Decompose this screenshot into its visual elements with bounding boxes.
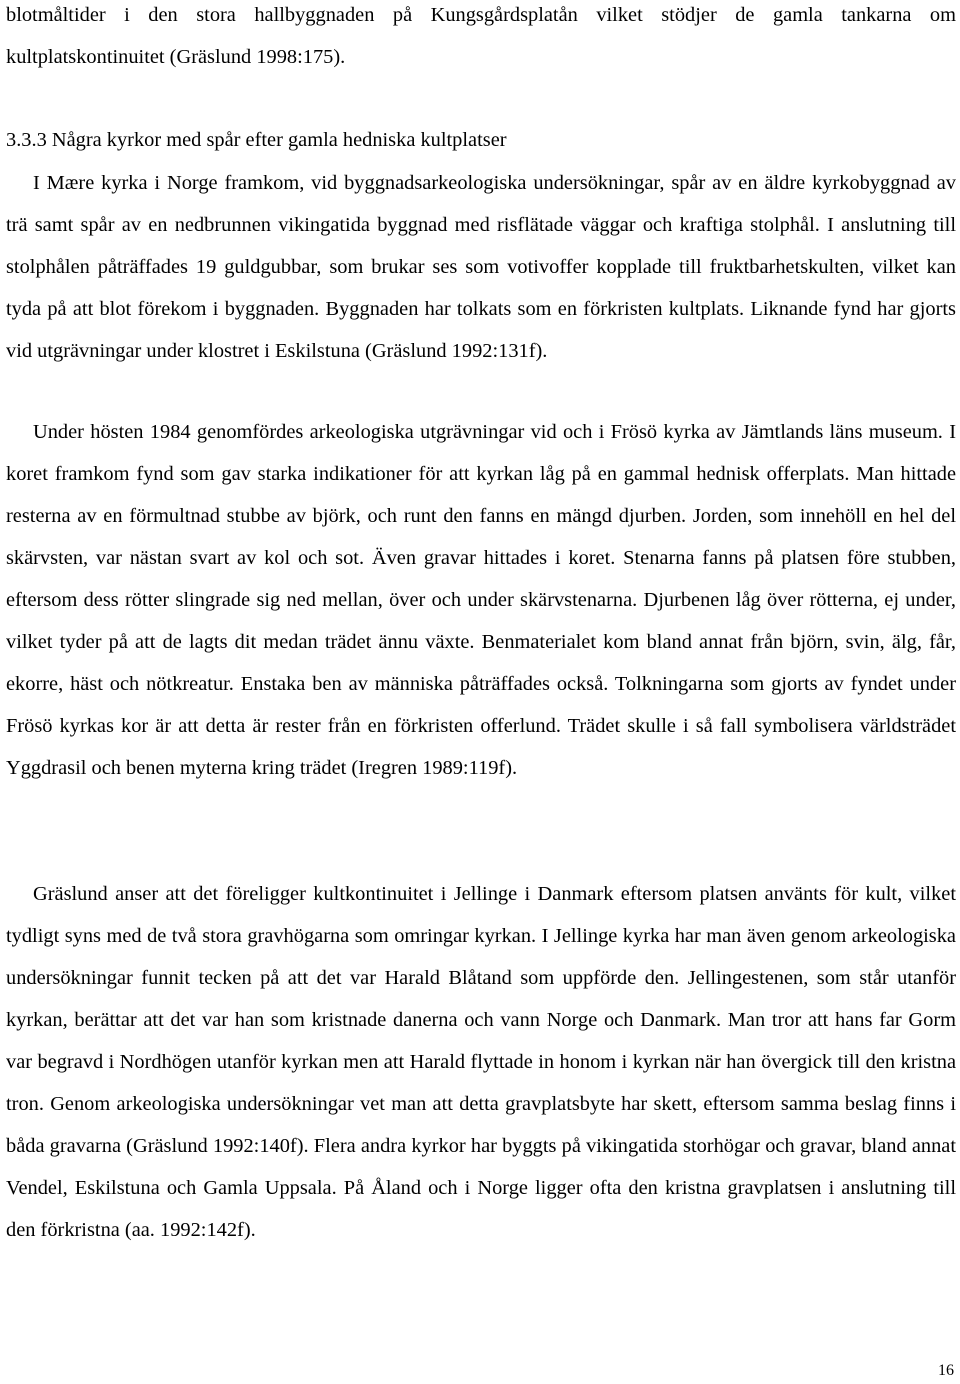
paragraph-continued: blotmåltider i den stora hallbyggnaden på Kungsgårdsplatån vilket stödjer de gamla tankarna om kultplatskontinuitet (Gräslund 1998:175). xyxy=(6,4,956,68)
page-number: 16 xyxy=(938,1362,954,1379)
section-heading: 3.3.3 Några kyrkor med spår efter gamla hedniska kultplatser xyxy=(6,129,507,151)
paragraph-froso: Under hösten 1984 genomfördes arkeologiska utgrävningar vid och i Frösö kyrka av Jämtlands läns museum. I koret framkom fynd som gav starka indikationer för att kyrkan låg på en gammal hednisk offerplats. Man hittade resterna av en förmultnad stubbe av björk, och runt den fanns en mängd djurben. Jorden, som innehöll en hel del skärvsten, var nästan svart av kol och sot. Även gravar hittades i koret. Stenarna fanns på platsen före stubben, eftersom dess rötter slingrade sig ned mellan, över och under skärvstenarna. Djurbenen låg över rötterna, ej under, vilket tyder på att de lagts dit medan trädet ännu växte. Benmaterialet kom bland annat från björn, svin, älg, får, ekorre, häst och nötkreatur. Enstaka ben av människa påträffades också. Tolkningarna som gjorts av fyndet under Frösö kyrkas kor är att detta är rester från en förkristen offerlund. Trädet skulle i så fall symbolisera världsträdet Yggdrasil och benen myterna kring trädet (Iregren 1989:119f). xyxy=(6,421,956,779)
paragraph-maere: I Mære kyrka i Norge framkom, vid byggnadsarkeologiska undersökningar, spår av en äldre kyrkobyggnad av trä samt spår av en nedbrunnen vikingatida byggnad med risflätade väggar och kraftiga stolphål. I anslutning till stolphålen påträffades 19 guldgubbar, som brukar ses som votivoffer kopplade till fruktbarhetskulten, vilket kan tyda på att blot förekom i byggnaden. Byggnaden har tolkats som en förkristen kultplats. Liknande fynd har gjorts vid utgrävningar under klostret i Eskilstuna (Gräslund 1992:131f). xyxy=(6,172,956,362)
paragraph-jellinge: Gräslund anser att det föreligger kultkontinuitet i Jellinge i Danmark eftersom platsen använts för kult, vilket tydligt syns med de två stora gravhögarna som omringar kyrkan. I Jellinge kyrka har man även genom arkeologiska undersökningar funnit tecken på att det var Harald Blåtand som uppförde den. Jellingestenen, som står utanför kyrkan, berättar att det var han som kristnade danerna och vann Norge och Danmark. Man tror att hans far Gorm var begravd i Nordhögen utanför kyrkan men att Harald flyttade in honom i kyrkan när han övergick till den kristna tron. Genom arkeologiska undersökningar vet man att detta gravplatsbyte har skett, eftersom samma beslag finns i båda gravarna (Gräslund 1992:140f). Flera andra kyrkor har byggts på vikingatida storhögar och gravar, bland annat Vendel, Eskilstuna och Gamla Uppsala. På Åland och i Norge ligger ofta den kristna gravplatsen i anslutning till den förkristna (aa. 1992:142f). xyxy=(6,883,956,1241)
